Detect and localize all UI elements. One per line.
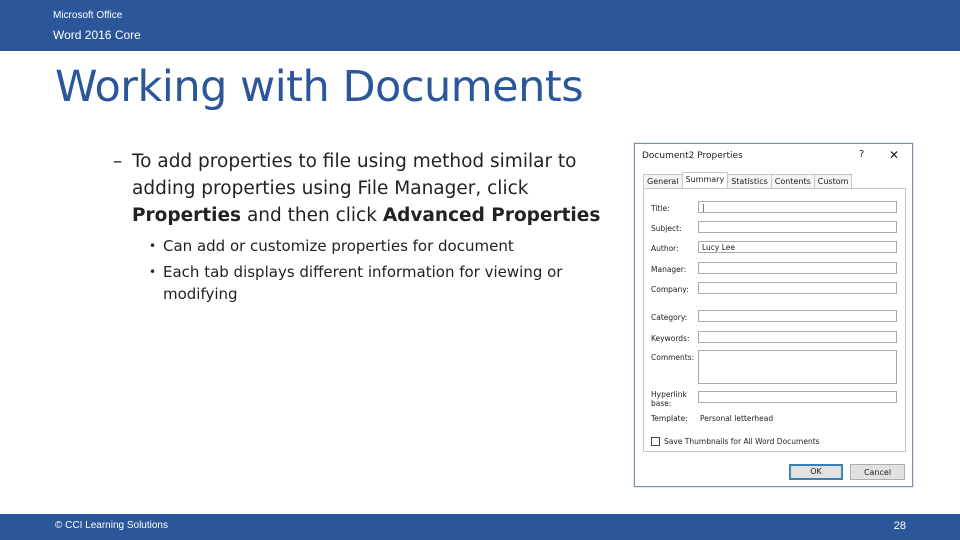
sub-bullet-text: Each tab displays different information for viewing or modifying xyxy=(163,263,563,303)
dialog-title: Document2 Properties xyxy=(642,151,743,161)
ok-button[interactable]: OK xyxy=(789,464,843,480)
comments-field[interactable] xyxy=(698,350,897,384)
template-label: Template: xyxy=(651,414,688,423)
header-course-name: Word 2016 Core xyxy=(53,28,141,42)
page-number: 28 xyxy=(893,520,906,532)
tab-summary[interactable]: Summary xyxy=(682,172,729,189)
tab-statistics[interactable]: Statistics xyxy=(727,174,772,189)
cancel-button[interactable]: Cancel xyxy=(850,464,905,480)
author-label: Author: xyxy=(651,244,679,253)
tab-general[interactable]: General xyxy=(643,174,683,189)
title-label: Title: xyxy=(651,204,670,213)
bullet-dot-icon: • xyxy=(149,265,157,279)
keywords-label: Keywords: xyxy=(651,334,690,343)
company-label: Company: xyxy=(651,285,689,294)
summary-panel xyxy=(643,188,906,452)
hyperlink-base-label: base: xyxy=(651,399,672,408)
header-app-name: Microsoft Office xyxy=(53,10,123,21)
close-icon[interactable]: ✕ xyxy=(889,148,900,162)
footer-bar xyxy=(0,514,960,540)
copyright-text: © CCI Learning Solutions xyxy=(55,520,168,531)
keywords-field[interactable] xyxy=(698,331,897,343)
main-bullet xyxy=(113,148,613,229)
slide-title: Working with Documents xyxy=(55,62,584,112)
template-value: Personal letterhead xyxy=(700,414,774,423)
main-bullet-text-2: and then click xyxy=(241,205,383,226)
category-field[interactable] xyxy=(698,310,897,322)
header-bar xyxy=(0,0,960,51)
properties-dialog xyxy=(634,143,913,487)
comments-label: Comments: xyxy=(651,353,695,362)
sub-bullet xyxy=(113,235,613,257)
hyperlink-label: Hyperlink xyxy=(651,390,687,399)
subject-field[interactable] xyxy=(698,221,897,233)
subject-label: Subject: xyxy=(651,224,682,233)
main-bullet-bold-2: Advanced Properties xyxy=(382,205,601,226)
author-field[interactable]: Lucy Lee xyxy=(698,241,897,253)
tab-contents[interactable]: Contents xyxy=(771,174,815,189)
save-thumbnails-label: Save Thumbnails for All Word Documents xyxy=(664,437,820,446)
manager-field[interactable] xyxy=(698,262,897,274)
title-field[interactable]: | xyxy=(698,201,897,213)
sub-bullet xyxy=(113,261,613,305)
sub-bullet-text: Can add or customize properties for document xyxy=(163,237,514,255)
category-label: Category: xyxy=(651,313,688,322)
manager-label: Manager: xyxy=(651,265,687,274)
hyperlink-base-field[interactable] xyxy=(698,391,897,403)
company-field[interactable] xyxy=(698,282,897,294)
save-thumbnails-checkbox[interactable] xyxy=(651,437,660,446)
main-bullet-text-1: To add properties to file using method similar to adding properties using File Manager, click xyxy=(132,151,577,199)
main-bullet-bold-1: Properties xyxy=(132,205,242,226)
dialog-tabs xyxy=(643,174,851,188)
tab-custom[interactable]: Custom xyxy=(814,174,853,189)
help-icon[interactable]: ? xyxy=(859,149,865,160)
dash-bullet: – xyxy=(113,151,123,172)
bullet-list xyxy=(113,148,613,305)
bullet-dot-icon: • xyxy=(149,239,157,253)
